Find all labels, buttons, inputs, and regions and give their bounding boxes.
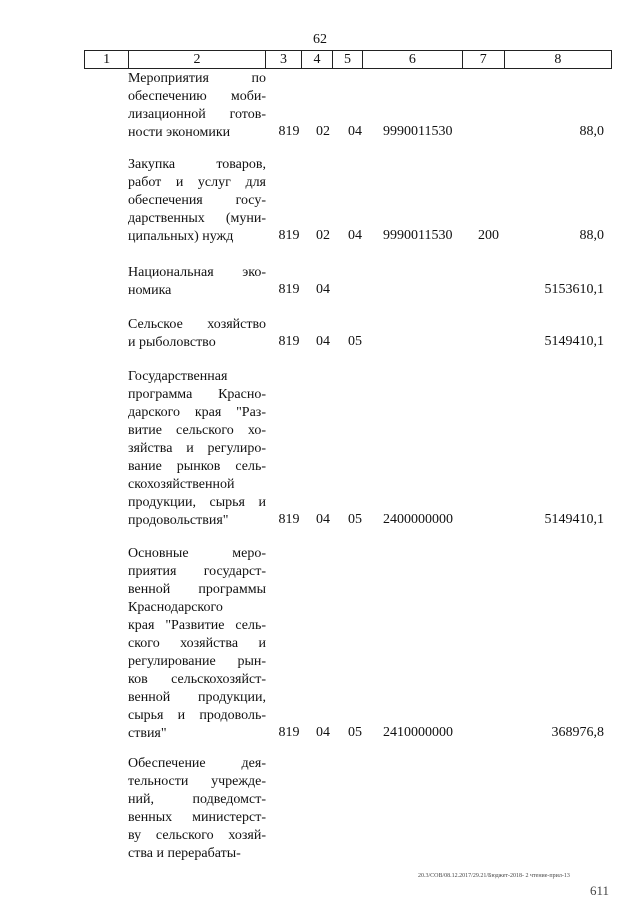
row-cell-c4: 02 bbox=[316, 228, 330, 243]
row-name-line: ствия" bbox=[128, 726, 167, 741]
row-name-line: зяйства и регулиро- bbox=[128, 441, 266, 456]
row-name-line: регулирование рын- bbox=[128, 654, 266, 669]
header-col-4: 4 bbox=[302, 51, 333, 69]
row-name-line: лизационной готов- bbox=[128, 107, 266, 122]
row-cell-c8: 5149410,1 bbox=[544, 334, 604, 349]
row-name-line: Сельское хозяйство bbox=[128, 317, 266, 332]
row-cell-c4: 02 bbox=[316, 124, 330, 139]
row-name-line: венной продукции, bbox=[128, 690, 266, 705]
row-name-line: Национальная эко- bbox=[128, 265, 266, 280]
row-name-line: Государственная bbox=[128, 369, 228, 384]
row-cell-c3: 819 bbox=[278, 124, 300, 139]
row-name-line: приятия государст- bbox=[128, 564, 266, 579]
row-name bbox=[128, 264, 266, 300]
row-name-line: ского хозяйства и bbox=[128, 636, 266, 651]
row-name-line: обеспечению моби- bbox=[128, 89, 266, 104]
row-name-line: сырья и продоволь- bbox=[128, 708, 266, 723]
row-name-line: и рыболовство bbox=[128, 335, 216, 350]
row-cell-c8: 88,0 bbox=[579, 124, 604, 139]
row-cell-c8: 368976,8 bbox=[551, 725, 604, 740]
row-cell-c5: 04 bbox=[348, 228, 362, 243]
row-cell-c6: 9990011530 bbox=[383, 228, 453, 243]
row-name bbox=[128, 316, 266, 352]
row-name-line: витие сельского хо- bbox=[128, 423, 266, 438]
row-name-line: программа Красно- bbox=[128, 387, 266, 402]
footer-page-number: 611 bbox=[590, 883, 610, 898]
row-cell-c3: 819 bbox=[278, 282, 300, 297]
row-name-line: обеспечения госу- bbox=[128, 193, 266, 208]
header-col-6: 6 bbox=[363, 51, 462, 69]
row-name-line: Краснодарского bbox=[128, 600, 223, 615]
row-cell-c7: 200 bbox=[478, 228, 499, 243]
row-name-line: ципальных) нужд bbox=[128, 229, 234, 244]
row-name bbox=[128, 70, 266, 142]
header-col-3: 3 bbox=[265, 51, 301, 69]
row-name-line: Мероприятия по bbox=[128, 71, 266, 86]
row-name-line: ву сельского хозяй- bbox=[128, 828, 266, 843]
row-name-line: номика bbox=[128, 283, 172, 298]
header-col-1: 1 bbox=[85, 51, 129, 69]
page-number: 62 bbox=[313, 32, 327, 47]
row-name-line: дарственных (муни- bbox=[128, 211, 266, 226]
row-name-line: венных министерст- bbox=[128, 810, 266, 825]
row-name-line: вание рынков сель- bbox=[128, 459, 266, 474]
row-name-line: скохозяйственной bbox=[128, 477, 235, 492]
header-col-5: 5 bbox=[332, 51, 363, 69]
row-name-line: ков сельскохозяйст- bbox=[128, 672, 266, 687]
header-col-8: 8 bbox=[504, 51, 611, 69]
row-name bbox=[128, 156, 266, 246]
row-cell-c3: 819 bbox=[278, 512, 300, 527]
row-name bbox=[128, 368, 266, 530]
row-name-line: Закупка товаров, bbox=[128, 157, 266, 172]
row-cell-c3: 819 bbox=[278, 725, 300, 740]
row-name-line: дарского края "Раз- bbox=[128, 405, 266, 420]
row-cell-c6: 2410000000 bbox=[383, 725, 453, 740]
row-cell-c5: 05 bbox=[348, 512, 362, 527]
row-cell-c4: 04 bbox=[316, 512, 330, 527]
row-cell-c4: 04 bbox=[316, 725, 330, 740]
row-name-line: венной программы bbox=[128, 582, 266, 597]
row-name bbox=[128, 545, 266, 743]
row-cell-c4: 04 bbox=[316, 282, 330, 297]
row-cell-c8: 88,0 bbox=[579, 228, 604, 243]
column-header-table bbox=[84, 50, 612, 69]
row-cell-c8: 5149410,1 bbox=[544, 512, 604, 527]
row-name-line: тельности учрежде- bbox=[128, 774, 266, 789]
footer-file-reference: 20.3/СОВ/08.12.2017/29.21/Бюджет-2018- 2 чтение-прил-13 bbox=[418, 873, 570, 879]
row-cell-c3: 819 bbox=[278, 228, 300, 243]
row-name-line: края "Развитие сель- bbox=[128, 618, 266, 633]
row-cell-c6: 9990011530 bbox=[383, 124, 453, 139]
row-name-line: ства и перерабаты- bbox=[128, 846, 241, 861]
row-cell-c3: 819 bbox=[278, 334, 300, 349]
row-name-line: ний, подведомст- bbox=[128, 792, 266, 807]
row-name-line: работ и услуг для bbox=[128, 175, 266, 190]
row-name-line: Основные меро- bbox=[128, 546, 266, 561]
row-name-line: ности экономики bbox=[128, 125, 231, 140]
row-cell-c5: 04 bbox=[348, 124, 362, 139]
row-cell-c5: 05 bbox=[348, 334, 362, 349]
row-name-line: Обеспечение дея- bbox=[128, 756, 266, 771]
row-name-line: продукции, сырья и bbox=[128, 495, 266, 510]
row-cell-c5: 05 bbox=[348, 725, 362, 740]
row-cell-c8: 5153610,1 bbox=[544, 282, 604, 297]
row-name bbox=[128, 755, 266, 863]
header-col-2: 2 bbox=[129, 51, 266, 69]
row-name-line: продовольствия" bbox=[128, 513, 229, 528]
header-col-7: 7 bbox=[462, 51, 504, 69]
row-cell-c4: 04 bbox=[316, 334, 330, 349]
row-cell-c6: 2400000000 bbox=[383, 512, 453, 527]
